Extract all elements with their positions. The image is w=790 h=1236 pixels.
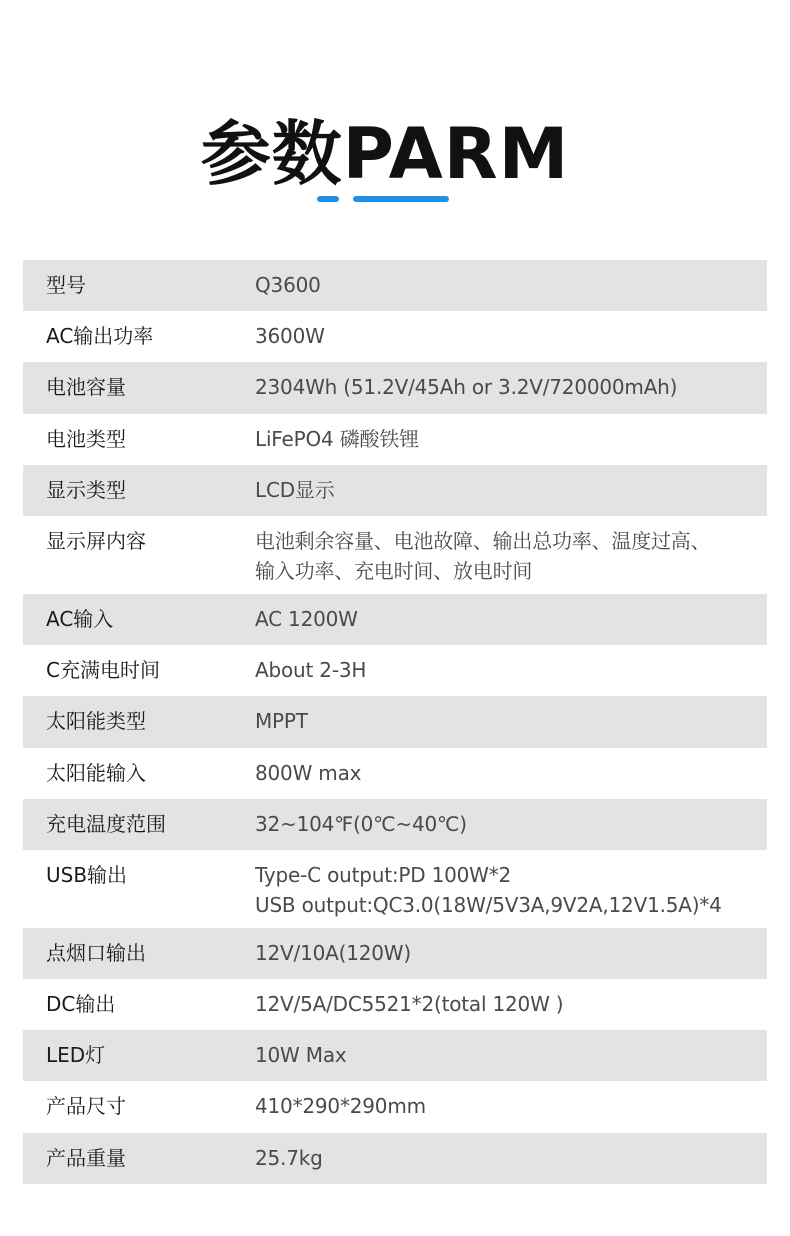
- spec-row-dc-output: [23, 979, 767, 1030]
- spec-label: 显示类型: [46, 477, 126, 502]
- spec-value: 410*290*290mm: [255, 1094, 426, 1119]
- spec-value: 32~104℉(0℃~40℃): [255, 811, 467, 836]
- spec-label: LED灯: [46, 1043, 106, 1068]
- spec-value: 10W Max: [255, 1043, 347, 1068]
- spec-row-full-charge-time: [23, 645, 767, 696]
- spec-value: 800W max: [255, 760, 362, 785]
- spec-row-display-type: [23, 465, 767, 516]
- spec-label: 型号: [46, 273, 86, 297]
- spec-value: LiFePO4 磷酸铁锂: [255, 426, 419, 451]
- spec-label: 太阳能输入: [46, 760, 146, 785]
- spec-row-dimensions: [23, 1081, 767, 1132]
- spec-value: MPPT: [255, 709, 308, 734]
- spec-value: AC 1200W: [255, 606, 358, 631]
- spec-value: 3600W: [255, 324, 325, 349]
- spec-value: About 2-3H: [255, 658, 367, 683]
- spec-label: 充电温度范围: [46, 811, 166, 836]
- spec-label: 电池类型: [46, 426, 126, 451]
- spec-table: [23, 260, 767, 1184]
- spec-row-ac-output: [23, 311, 767, 362]
- spec-row-led-light: [23, 1030, 767, 1081]
- spec-label: 产品尺寸: [46, 1094, 126, 1119]
- spec-value: 12V/10A(120W): [255, 940, 411, 965]
- spec-value: LCD显示: [255, 477, 335, 502]
- spec-value: 12V/5A/DC5521*2(total 120W ): [255, 992, 564, 1017]
- spec-label: AC输出功率: [46, 324, 154, 349]
- spec-value: Type-C output:PD 100W*2 USB output:QC3.0(18W/5V3A,9V2A,12V1.5A)*4: [255, 862, 722, 917]
- spec-row-weight: [23, 1133, 767, 1184]
- spec-value: Q3600: [255, 273, 321, 297]
- spec-row-ac-input: [23, 594, 767, 645]
- spec-label: 太阳能类型: [46, 709, 146, 734]
- spec-row-solar-input: [23, 748, 767, 799]
- spec-row-display-content: [23, 516, 767, 594]
- spec-row-model: [23, 260, 767, 311]
- spec-label: DC输出: [46, 992, 116, 1017]
- spec-label: 产品重量: [46, 1145, 126, 1170]
- spec-label: C充满电时间: [46, 658, 160, 683]
- spec-label: 点烟口输出: [46, 940, 146, 965]
- spec-value: 25.7kg: [255, 1145, 323, 1170]
- spec-row-battery-capacity: [23, 362, 767, 413]
- spec-row-car-socket-output: [23, 928, 767, 979]
- spec-row-usb-output: [23, 850, 767, 928]
- spec-row-charge-temperature: [23, 799, 767, 850]
- title-accent-long: [353, 196, 449, 202]
- spec-value: 电池剩余容量、电池故障、输出总功率、温度过高、 输入功率、充电时间、放电时间: [255, 528, 711, 583]
- spec-label: AC输入: [46, 606, 114, 631]
- spec-label: 电池容量: [46, 375, 126, 400]
- spec-label: 显示屏内容: [46, 528, 146, 553]
- spec-row-solar-type: [23, 696, 767, 747]
- spec-label: USB输出: [46, 862, 128, 887]
- spec-row-battery-type: [23, 414, 767, 465]
- spec-value: 2304Wh (51.2V/45Ah or 3.2V/720000mAh): [255, 375, 678, 400]
- title-accent-short: [317, 196, 339, 202]
- page-title: 参数PARM: [200, 112, 570, 195]
